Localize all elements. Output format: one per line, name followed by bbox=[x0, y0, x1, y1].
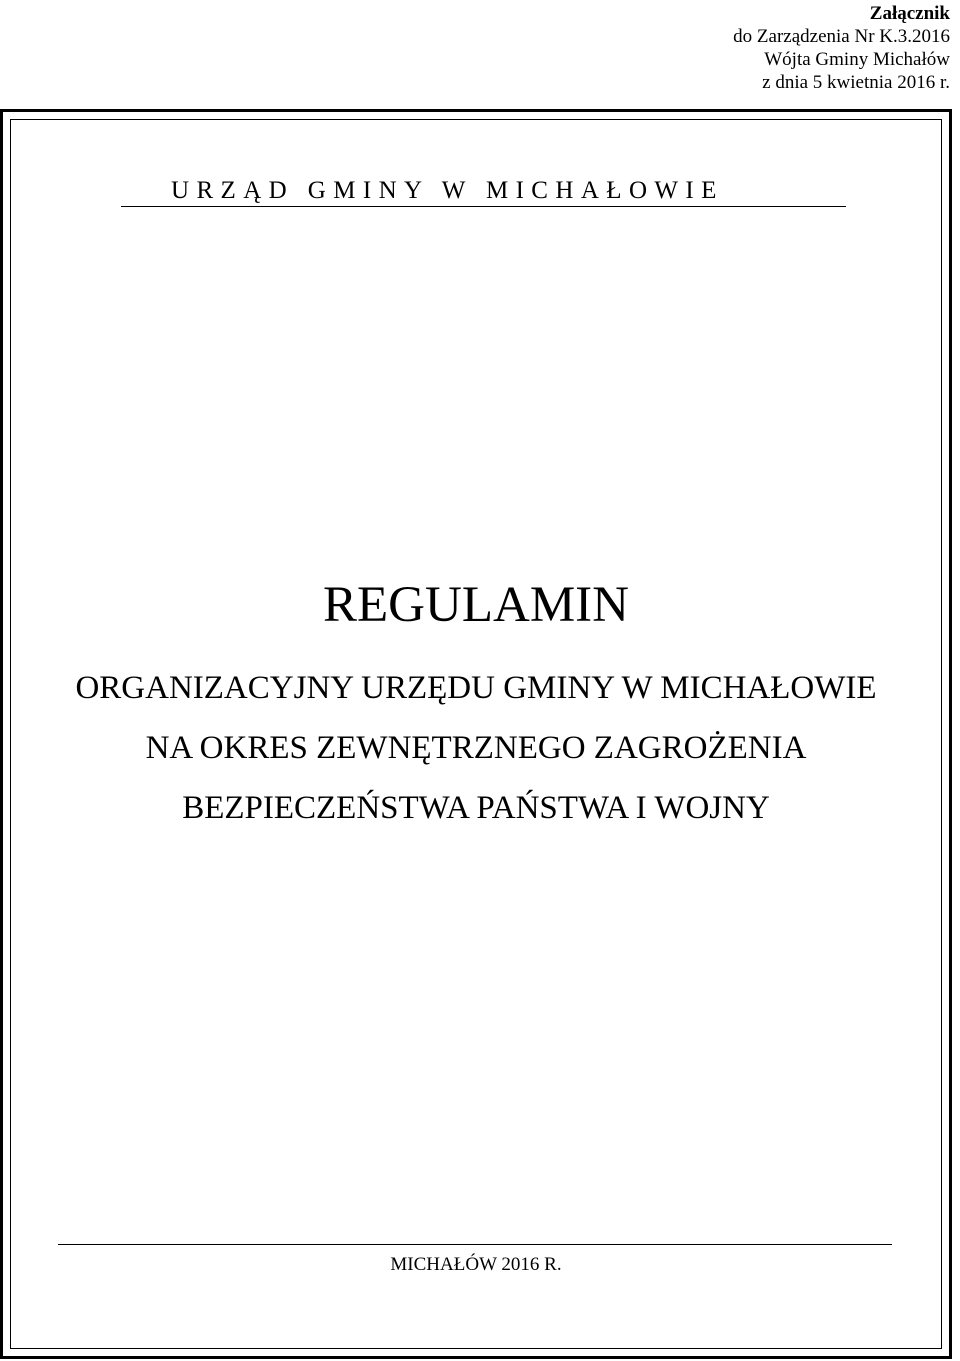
annex-note bbox=[733, 2, 950, 94]
annex-ordinance-number: do Zarządzenia Nr K.3.2016 bbox=[733, 26, 950, 47]
annex-title: Załącznik bbox=[869, 3, 950, 24]
office-name-heading: URZĄD GMINY W MICHAŁOWIE bbox=[121, 176, 846, 207]
annex-date: z dnia 5 kwietnia 2016 r. bbox=[762, 72, 950, 93]
regulation-subtitle bbox=[11, 658, 941, 838]
annex-issuer: Wójta Gminy Michałów bbox=[764, 49, 950, 70]
footer-divider bbox=[58, 1244, 892, 1245]
regulation-title: REGULAMIN bbox=[323, 577, 629, 633]
footer-place-date: MICHAŁÓW 2016 R. bbox=[390, 1254, 562, 1275]
regulation-subtitle-line: NA OKRES ZEWNĘTRZNEGO ZAGROŻENIA bbox=[145, 730, 807, 766]
regulation-subtitle-line: BEZPIECZEŃSTWA PAŃSTWA I WOJNY bbox=[182, 790, 770, 826]
page-frame-inner bbox=[10, 119, 942, 1349]
page-frame bbox=[0, 109, 952, 1359]
regulation-subtitle-line: ORGANIZACYJNY URZĘDU GMINY W MICHAŁOWIE bbox=[75, 670, 877, 706]
